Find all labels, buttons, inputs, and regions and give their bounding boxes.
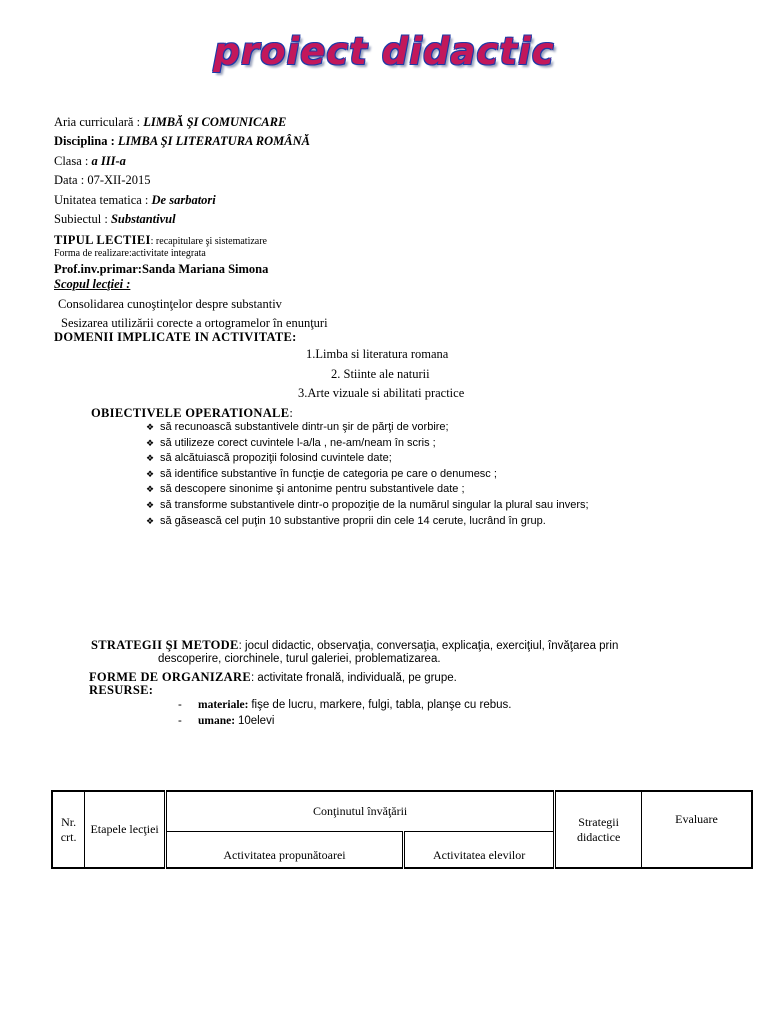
list-item: ❖ să identifice substantive în funcţie de categoria pe care o denumesc ; — [146, 467, 589, 483]
diamond-bullet-icon: ❖ — [146, 437, 155, 448]
diamond-bullet-icon: ❖ — [146, 515, 155, 526]
scopul-item-1: Consolidarea cunoştinţelor despre substantiv — [58, 297, 282, 311]
tipul-label: TIPUL LECTIEI — [54, 233, 151, 247]
subiectul-label: Subiectul : — [54, 212, 111, 226]
unitatea-value: De sarbatori — [151, 193, 216, 207]
domenii-item-3: 3.Arte vizuale si abilitati practice — [298, 386, 465, 400]
strategii-row — [91, 636, 618, 654]
diamond-bullet-icon: ❖ — [146, 499, 155, 510]
lesson-table — [51, 790, 753, 869]
aria-label: Aria curriculară : — [54, 115, 144, 129]
list-item: ❖ să descopere sinonime şi antonime pentru substantivele date ; — [146, 482, 589, 498]
scopul-heading: Scopul lecţiei : — [54, 277, 131, 291]
domenii-item-1: 1.Limba si literatura romana — [306, 347, 449, 361]
strategii-line1: : jocul didactic, observaţia, conversaţia, explicaţia, exerciţiul, învăţarea prin — [238, 640, 619, 652]
materiale-value: fişe de lucru, markere, fulgi, tabla, planşe cu rebus. — [251, 699, 512, 711]
diamond-bullet-icon: ❖ — [146, 453, 155, 464]
strategii-line2: descoperire, ciorchinele, turul galeriei, problematizarea. — [158, 653, 441, 665]
resurse-materiale-row — [178, 699, 512, 711]
domenii-item-2: 2. Stiinte ale naturii — [331, 367, 430, 381]
obiective-suffix: : — [289, 406, 293, 420]
umane-label: umane: — [198, 715, 238, 727]
unitatea-row — [54, 193, 216, 207]
materiale-label: materiale: — [198, 699, 252, 711]
forma-realizare-row: Forma de realizare:activitate integrata — [54, 248, 206, 259]
list-item: ❖ să utilizeze corect cuvintele l-a/la , ne-am/neam în scris ; — [146, 436, 589, 452]
table-header-continutul: Conţinutul învăţării — [165, 791, 554, 831]
obiective-heading: OBIECTIVELE OPERATIONALE — [91, 406, 290, 420]
page-title: proiect didactic — [213, 30, 555, 73]
umane-value: 10elevi — [237, 715, 275, 727]
dash-bullet-icon: - — [178, 699, 182, 711]
disciplina-value: LIMBA ŞI LITERATURA ROMÂNĂ — [117, 134, 310, 148]
clasa-row — [54, 154, 126, 168]
list-item: ❖ să transforme substantivele dintr-o propoziţie de la numărul singular la plural sau invers; — [146, 498, 589, 514]
table-header-etapele: Etapele lecţiei — [85, 791, 166, 868]
diamond-bullet-icon: ❖ — [146, 422, 155, 432]
forme-label: FORME DE ORGANIZARE — [89, 670, 251, 684]
table-header-evaluare: Evaluare — [642, 791, 753, 868]
domenii-heading: DOMENII IMPLICATE IN ACTIVITATE: — [54, 330, 297, 344]
unitatea-label: Unitatea tematica : — [54, 193, 152, 207]
table-header-strategii: Strategii didactice — [555, 791, 642, 868]
clasa-value: a III-a — [91, 154, 126, 168]
resurse-heading: RESURSE: — [89, 683, 154, 697]
diamond-bullet-icon: ❖ — [146, 468, 155, 479]
table-header-elevilor: Activitatea elevilor — [403, 831, 554, 868]
subiectul-value: Substantivul — [110, 212, 176, 226]
tipul-value: : recapitulare şi sistematizare — [150, 236, 267, 247]
disciplina-label: Disciplina : — [54, 134, 118, 148]
aria-value: LIMBĂ ŞI COMUNICARE — [143, 115, 287, 129]
subiectul-row — [54, 212, 176, 226]
list-item: ❖ să găsească cel puţin 10 substantive proprii din cele 14 cerute, lucrând în grup. — [146, 514, 589, 530]
obiective-list — [146, 420, 589, 529]
prof-row: Prof.inv.primar:Sanda Mariana Simona — [54, 262, 269, 276]
strategii-label: STRATEGII ŞI METODE — [91, 638, 239, 652]
dash-bullet-icon: - — [178, 715, 182, 727]
resurse-umane-row — [178, 715, 274, 727]
tipul-lectiei-row — [54, 231, 267, 249]
data-row: Data : 07-XII-2015 — [54, 173, 151, 187]
clasa-label: Clasa : — [54, 154, 92, 168]
table-header-nr: Nr. crt. — [52, 791, 85, 868]
diamond-bullet-icon: ❖ — [146, 484, 155, 495]
list-item: ❖ să recunoască substantivele dintr-un şir de părţi de vorbire; — [146, 420, 589, 436]
forme-value: : activitate fronală, individuală, pe grupe. — [250, 672, 457, 684]
disciplina-row — [54, 134, 310, 148]
list-item: ❖ să alcătuiască propoziţii folosind cuvintele date; — [146, 451, 589, 467]
scopul-item-2: Sesizarea utilizării corecte a ortogramelor în enunţuri — [61, 316, 328, 330]
table-header-propunatoarei: Activitatea propunătoarei — [165, 831, 403, 868]
aria-curriculara-row — [54, 115, 286, 129]
